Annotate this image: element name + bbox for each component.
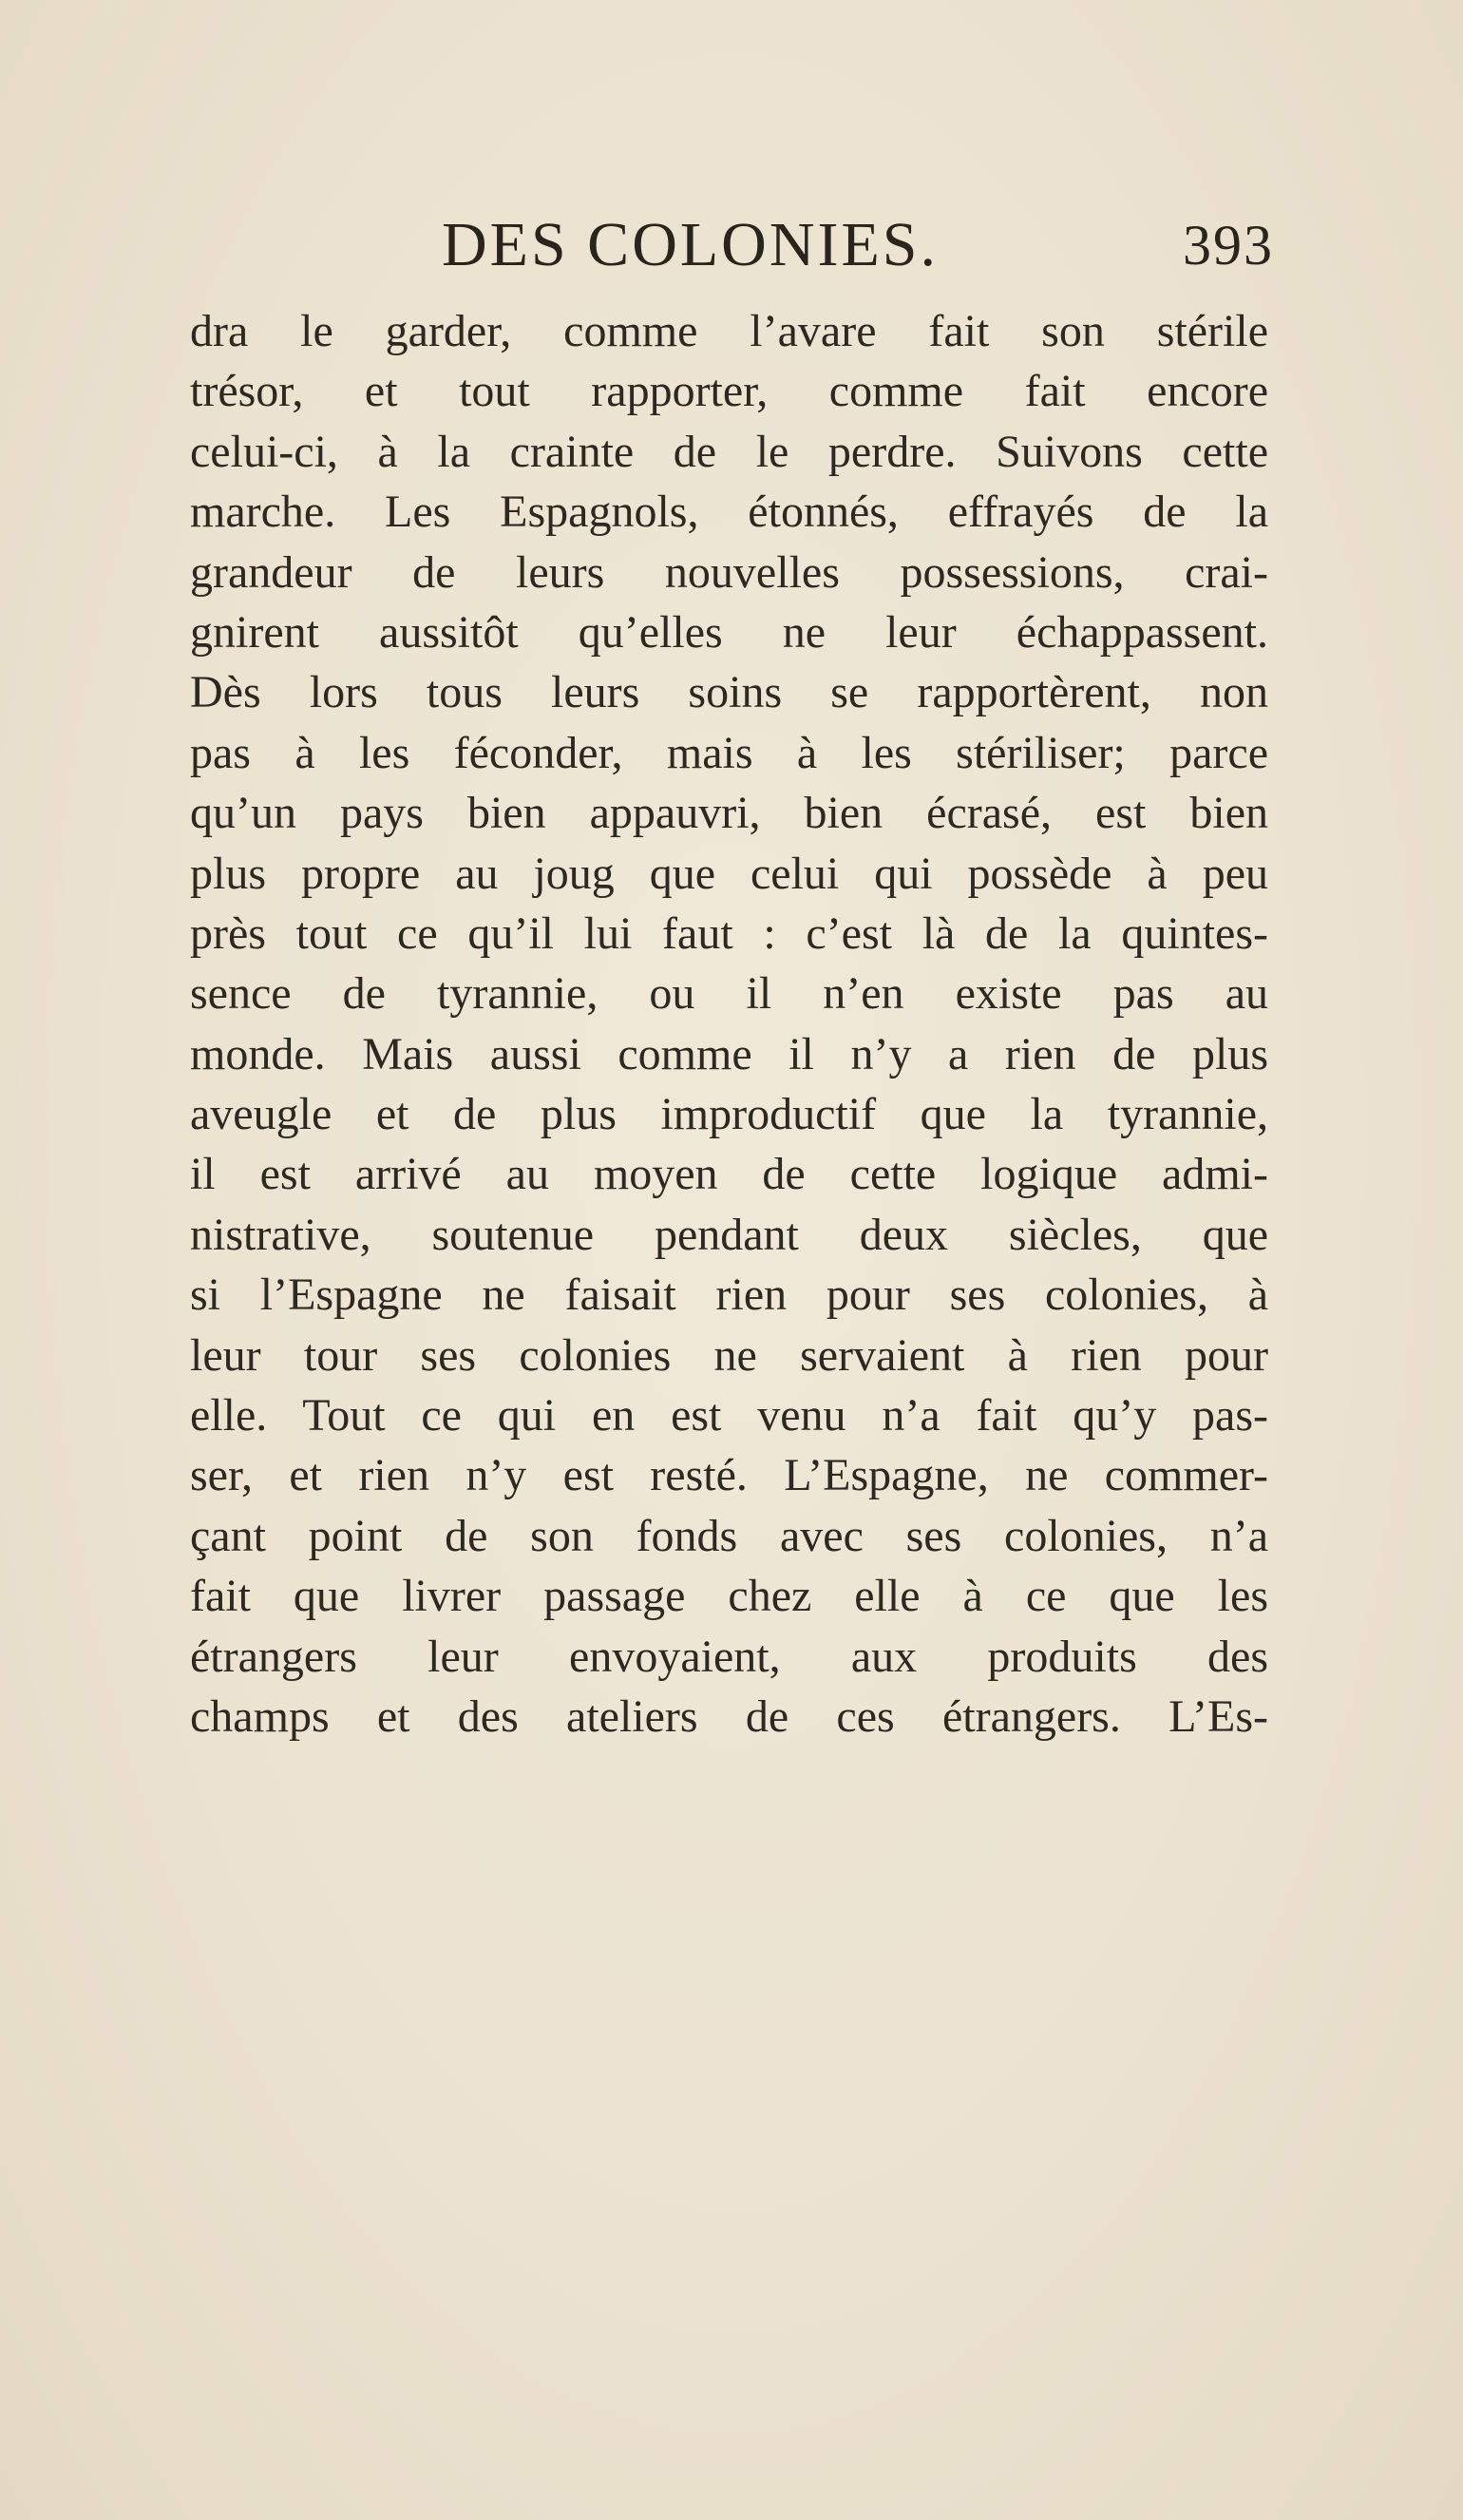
text-line: aveugle et de plus improductif que la tyrannie, <box>190 1089 1268 1140</box>
text-line: nistrative, soutenue pendant deux siècles, que <box>190 1209 1268 1260</box>
text-line: étrangers leur envoyaient, aux produits des <box>190 1631 1268 1682</box>
text-line: celui-ci, à la crainte de le perdre. Suivons cette <box>190 426 1268 477</box>
text-line: çant point de son fonds avec ses colonies, n’a <box>190 1510 1268 1561</box>
text-line: près tout ce qu’il lui faut : c’est là de la quintes- <box>190 907 1268 959</box>
text-line: marche. Les Espagnols, étonnés, effrayés de la <box>190 487 1268 538</box>
text-line: ser, et rien n’y est resté. L’Espagne, ne commer- <box>190 1450 1268 1501</box>
text-line: trésor, et tout rapporter, comme fait encore <box>190 366 1268 417</box>
running-title: DES COLONIES. <box>442 210 940 279</box>
text-line: si l’Espagne ne faisait rien pour ses colonies, à <box>190 1270 1268 1321</box>
text-line: plus propre au joug que celui qui possède à peu <box>190 848 1268 899</box>
text-line: grandeur de leurs nouvelles possessions, crai- <box>190 546 1268 598</box>
text-line: monde. Mais aussi comme il n’y a rien de plus <box>190 1028 1268 1079</box>
text-line: il est arrivé au moyen de cette logique admi- <box>190 1149 1268 1200</box>
page-number: 393 <box>1183 214 1274 277</box>
text-line: fait que livrer passage chez elle à ce que les <box>190 1571 1268 1622</box>
text-line: champs et des ateliers de ces étrangers. L’Es- <box>190 1690 1268 1742</box>
page-header <box>0 207 1463 283</box>
text-line: leur tour ses colonies ne servaient à rien pour <box>190 1329 1268 1381</box>
text-line: qu’un pays bien appauvri, bien écrasé, est bien <box>190 788 1268 839</box>
text-line: gnirent aussitôt qu’elles ne leur échappassent. <box>190 606 1268 658</box>
text-line: elle. Tout ce qui en est venu n’a fait qu’y pas- <box>190 1390 1268 1441</box>
text-line: pas à les féconder, mais à les stériliser; parce <box>190 727 1268 778</box>
text-line: Dès lors tous leurs soins se rapportèrent, non <box>190 667 1268 718</box>
body-text <box>190 301 1268 1747</box>
text-line: sence de tyrannie, ou il n’en existe pas au <box>190 968 1268 1020</box>
text-line: dra le garder, comme l’avare fait son stérile <box>190 306 1268 356</box>
